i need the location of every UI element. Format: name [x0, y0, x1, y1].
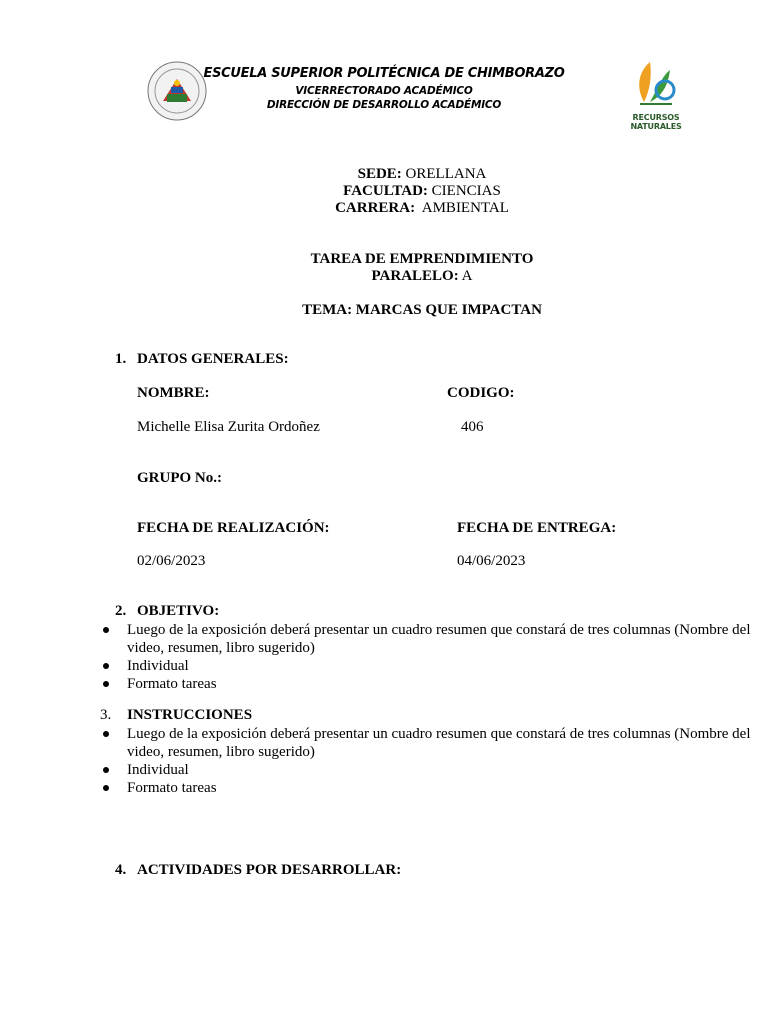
tarea-title: TAREA DE EMPRENDIMIENTO: [310, 251, 534, 267]
sede-label: SEDE:: [357, 166, 402, 182]
objetivo-list: [127, 621, 757, 693]
paralelo-line: [0, 268, 768, 285]
nombre-value: Michelle Elisa Zurita Ordoñez: [137, 419, 320, 435]
list-item: Luego de la exposición deberá presentar un cuadro resumen que constará de tres columnas (Nombre del video, resumen, libro sugerido): [127, 621, 757, 657]
tema-title: TEMA: MARCAS QUE IMPACTAN: [302, 302, 542, 318]
recursos-naturales-text: RECURSOS NATURALES: [630, 113, 682, 131]
codigo-value: 406: [461, 419, 484, 435]
institution-title: ESCUELA SUPERIOR POLITÉCNICA DE CHIMBORAZO: [203, 66, 565, 81]
vice-rectorate: VICERRECTORADO ACADÉMICO: [295, 85, 473, 97]
bullet-icon: [103, 731, 109, 737]
bullet-icon: [103, 627, 109, 633]
nombre-label: NOMBRE:: [137, 385, 210, 401]
bullet-icon: [103, 785, 109, 791]
fecha-realizacion-value: 02/06/2023: [137, 553, 206, 569]
section2-number: 2.: [115, 603, 127, 619]
list-item: Individual: [127, 761, 757, 779]
list-item: Luego de la exposición deberá presentar un cuadro resumen que constará de tres columnas (Nombre del video, resumen, libro sugerido): [127, 725, 757, 761]
fecha-entrega-label: FECHA DE ENTREGA:: [457, 520, 617, 536]
facultad-value: CIENCIAS: [427, 183, 501, 199]
facultad-label: FACULTAD:: [343, 183, 428, 199]
section1-number: 1.: [115, 351, 127, 367]
list-item: Formato tareas: [127, 675, 757, 693]
section4-number: 4.: [115, 862, 127, 878]
carrera-label: CARRERA:: [335, 200, 416, 216]
bullet-icon: [103, 663, 109, 669]
list-item: Individual: [127, 657, 757, 675]
fecha-realizacion-label: FECHA DE REALIZACIÓN:: [137, 520, 330, 536]
codigo-label: CODIGO:: [447, 385, 515, 401]
paralelo-value: A: [458, 268, 473, 284]
paralelo-label: PARALELO:: [371, 268, 459, 284]
carrera-line: [0, 200, 768, 217]
instrucciones-list: [127, 725, 757, 797]
sede-line: [0, 166, 768, 183]
section2-title: OBJETIVO:: [137, 603, 220, 619]
section3-number: 3.: [100, 707, 112, 723]
academic-direction: DIRECCIÓN DE DESARROLLO ACADÉMICO: [266, 99, 502, 111]
fecha-entrega-value: 04/06/2023: [457, 553, 526, 569]
sede-value: ORELLANA: [401, 166, 487, 182]
recursos-naturales-logo: [610, 58, 702, 130]
bullet-icon: [103, 681, 109, 687]
section4-title: ACTIVIDADES POR DESARROLLAR:: [137, 862, 402, 878]
section1-title: DATOS GENERALES:: [137, 351, 289, 367]
section3-title: INSTRUCCIONES: [127, 707, 253, 723]
grupo-label: GRUPO No.:: [137, 470, 222, 486]
list-item: Formato tareas: [127, 779, 757, 797]
carrera-value: AMBIENTAL: [415, 200, 509, 216]
bullet-icon: [103, 767, 109, 773]
facultad-line: [0, 183, 768, 200]
